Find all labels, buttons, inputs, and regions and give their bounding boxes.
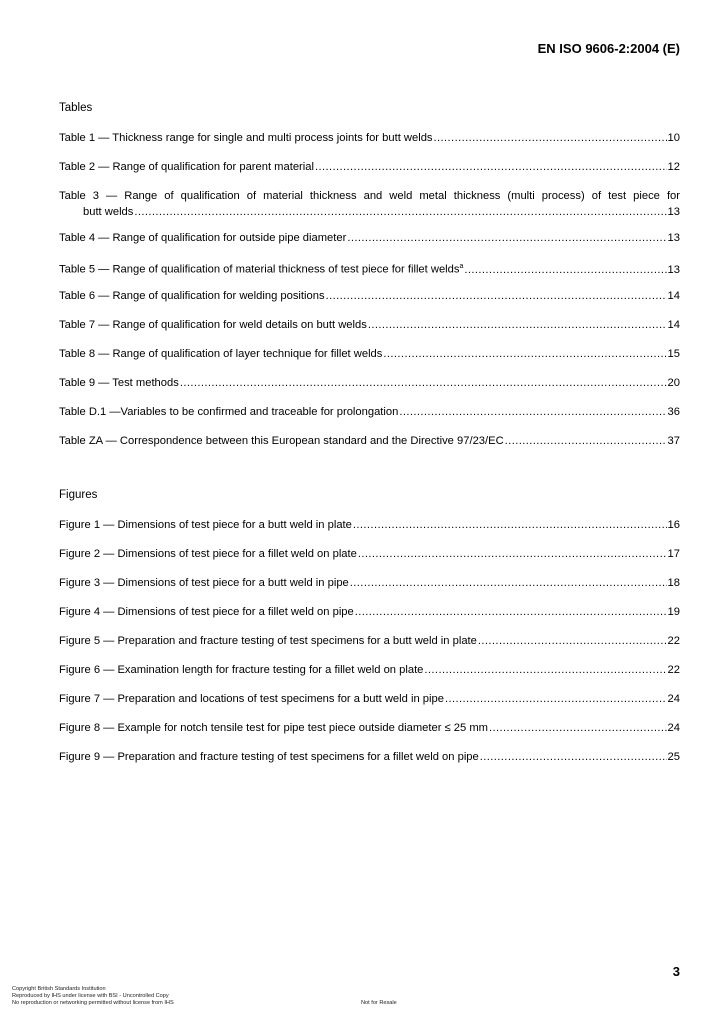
- toc-entry-label-line2: butt welds: [83, 206, 134, 218]
- toc-entry-table-1[interactable]: [59, 130, 680, 146]
- toc-entry-label: Table 2 — Range of qualification for parent material: [59, 161, 314, 173]
- toc-entry-label: Table 1 — Thickness range for single and multi process joints for butt welds: [59, 132, 433, 144]
- toc-entry-label: Table 7 — Range of qualification for weld details on butt welds: [59, 319, 367, 331]
- dot-leader: [434, 130, 667, 146]
- dot-leader: [399, 404, 666, 420]
- toc-entry-figure-2[interactable]: [59, 546, 680, 562]
- dot-leader: [478, 633, 667, 649]
- toc-entry-page: 25: [667, 751, 680, 763]
- toc-entry-figure-9[interactable]: [59, 749, 680, 765]
- dot-leader: [358, 546, 667, 562]
- dot-leader: [347, 230, 666, 246]
- dot-leader: [383, 346, 666, 362]
- toc-entry-label: Figure 1 — Dimensions of test piece for a butt weld in plate: [59, 519, 352, 531]
- page-number: 3: [672, 964, 680, 979]
- toc-entry-label-line1: Table 3 — Range of qualification of material thickness and weld metal thickness (multi process) of test piece for: [59, 190, 680, 202]
- toc-entry-label: Figure 4 — Dimensions of test piece for a fillet weld on pipe: [59, 606, 354, 618]
- toc-entry-table-8[interactable]: [59, 346, 680, 362]
- toc-entry-label: Figure 5 — Preparation and fracture testing of test specimens for a butt weld in plate: [59, 635, 477, 647]
- toc-entry-label: Figure 9 — Preparation and fracture testing of test specimens for a fillet weld on pipe: [59, 751, 479, 763]
- toc-entry-label: Table 4 — Range of qualification for outside pipe diameter: [59, 232, 347, 244]
- toc-entry-page: 20: [667, 377, 680, 389]
- dot-leader: [350, 575, 667, 591]
- toc-entry-label: Figure 6 — Examination length for fracture testing for a fillet weld on plate: [59, 664, 424, 676]
- toc-entry-page: 13: [667, 206, 680, 218]
- toc-entry-label: Figure 2 — Dimensions of test piece for a fillet weld on plate: [59, 548, 357, 560]
- dot-leader: [353, 517, 667, 533]
- toc-entry-table-5[interactable]: [59, 259, 680, 278]
- dot-leader: [489, 720, 667, 736]
- toc-entry-figure-7[interactable]: [59, 691, 680, 707]
- dot-leader: [355, 604, 667, 620]
- dot-leader: [368, 317, 667, 333]
- dot-leader: [464, 262, 666, 278]
- toc-entry-figure-8[interactable]: [59, 720, 680, 736]
- copyright-line: Copyright British Standards Institution: [12, 986, 106, 992]
- toc-entry-label: Table 8 — Range of qualification of layer technique for fillet welds: [59, 348, 383, 360]
- figures-section-title: Figures: [59, 489, 98, 501]
- toc-entry-label: Table ZA — Correspondence between this European standard and the Directive 97/23/EC: [59, 435, 504, 447]
- toc-entry-page: 22: [667, 635, 680, 647]
- dot-leader: [445, 691, 667, 707]
- toc-entry-table-za[interactable]: [59, 433, 680, 449]
- toc-entry-page: 16: [667, 519, 680, 531]
- dot-leader: [480, 749, 667, 765]
- toc-entry-page: 24: [667, 693, 680, 705]
- toc-entry-page: 14: [667, 319, 680, 331]
- toc-entry-page: 12: [667, 161, 680, 173]
- dot-leader: [180, 375, 667, 391]
- toc-entry-table-9[interactable]: [59, 375, 680, 391]
- toc-entry-label: Table 9 — Test methods: [59, 377, 179, 389]
- toc-entry-page: 22: [667, 664, 680, 676]
- toc-entry-label: Figure 8 — Example for notch tensile test for pipe test piece outside diameter ≤ 25 mm: [59, 722, 488, 734]
- toc-entry-label: Table 5 — Range of qualification of material thickness of test piece for fillet welds: [59, 263, 460, 276]
- toc-entry-page: 24: [667, 722, 680, 734]
- toc-entry-figure-3[interactable]: [59, 575, 680, 591]
- license-line: Reproduced by IHS under license with BSI - Uncontrolled Copy: [12, 993, 169, 999]
- toc-entry-page: 18: [667, 577, 680, 589]
- toc-entry-table-6[interactable]: [59, 288, 680, 304]
- toc-entry-page: 36: [667, 406, 680, 418]
- toc-entry-page: 17: [667, 548, 680, 560]
- toc-entry-figure-4[interactable]: [59, 604, 680, 620]
- dot-leader: [326, 288, 667, 304]
- toc-entry-label: Figure 7 — Preparation and locations of test specimens for a butt weld in pipe: [59, 693, 444, 705]
- toc-entry-page: 15: [667, 348, 680, 360]
- toc-entry-page: 13: [667, 263, 680, 276]
- toc-entry-table-4[interactable]: [59, 230, 680, 246]
- footnote-marker: a: [459, 263, 464, 270]
- toc-entry-page: 10: [667, 132, 680, 144]
- toc-entry-label: Table D.1 —Variables to be confirmed and traceable for prolongation: [59, 406, 399, 418]
- toc-entry-figure-6[interactable]: [59, 662, 680, 678]
- toc-entry-table-7[interactable]: [59, 317, 680, 333]
- toc-entry-page: 19: [667, 606, 680, 618]
- dot-leader: [315, 159, 667, 175]
- toc-entry-label: Table 6 — Range of qualification for welding positions: [59, 290, 325, 302]
- dot-leader: [424, 662, 666, 678]
- resale-notice: Not for Resale: [361, 1000, 397, 1006]
- copyright-notice: [12, 986, 174, 1007]
- reproduction-line: No reproduction or networking permitted without license from IHS: [12, 1000, 174, 1006]
- toc-entry-table-3[interactable]: [59, 188, 680, 220]
- toc-entry-label: Figure 3 — Dimensions of test piece for a butt weld in pipe: [59, 577, 349, 589]
- dot-leader: [505, 433, 667, 449]
- document-id: EN ISO 9606-2:2004 (E): [537, 41, 680, 56]
- tables-section-title: Tables: [59, 102, 93, 114]
- toc-entry-page: 37: [667, 435, 680, 447]
- toc-entry-figure-1[interactable]: [59, 517, 680, 533]
- toc-entry-table-2[interactable]: [59, 159, 680, 175]
- dot-leader: [134, 204, 666, 220]
- toc-entry-page: 13: [667, 232, 680, 244]
- toc-entry-table-d1[interactable]: [59, 404, 680, 420]
- toc-entry-figure-5[interactable]: [59, 633, 680, 649]
- toc-entry-page: 14: [667, 290, 680, 302]
